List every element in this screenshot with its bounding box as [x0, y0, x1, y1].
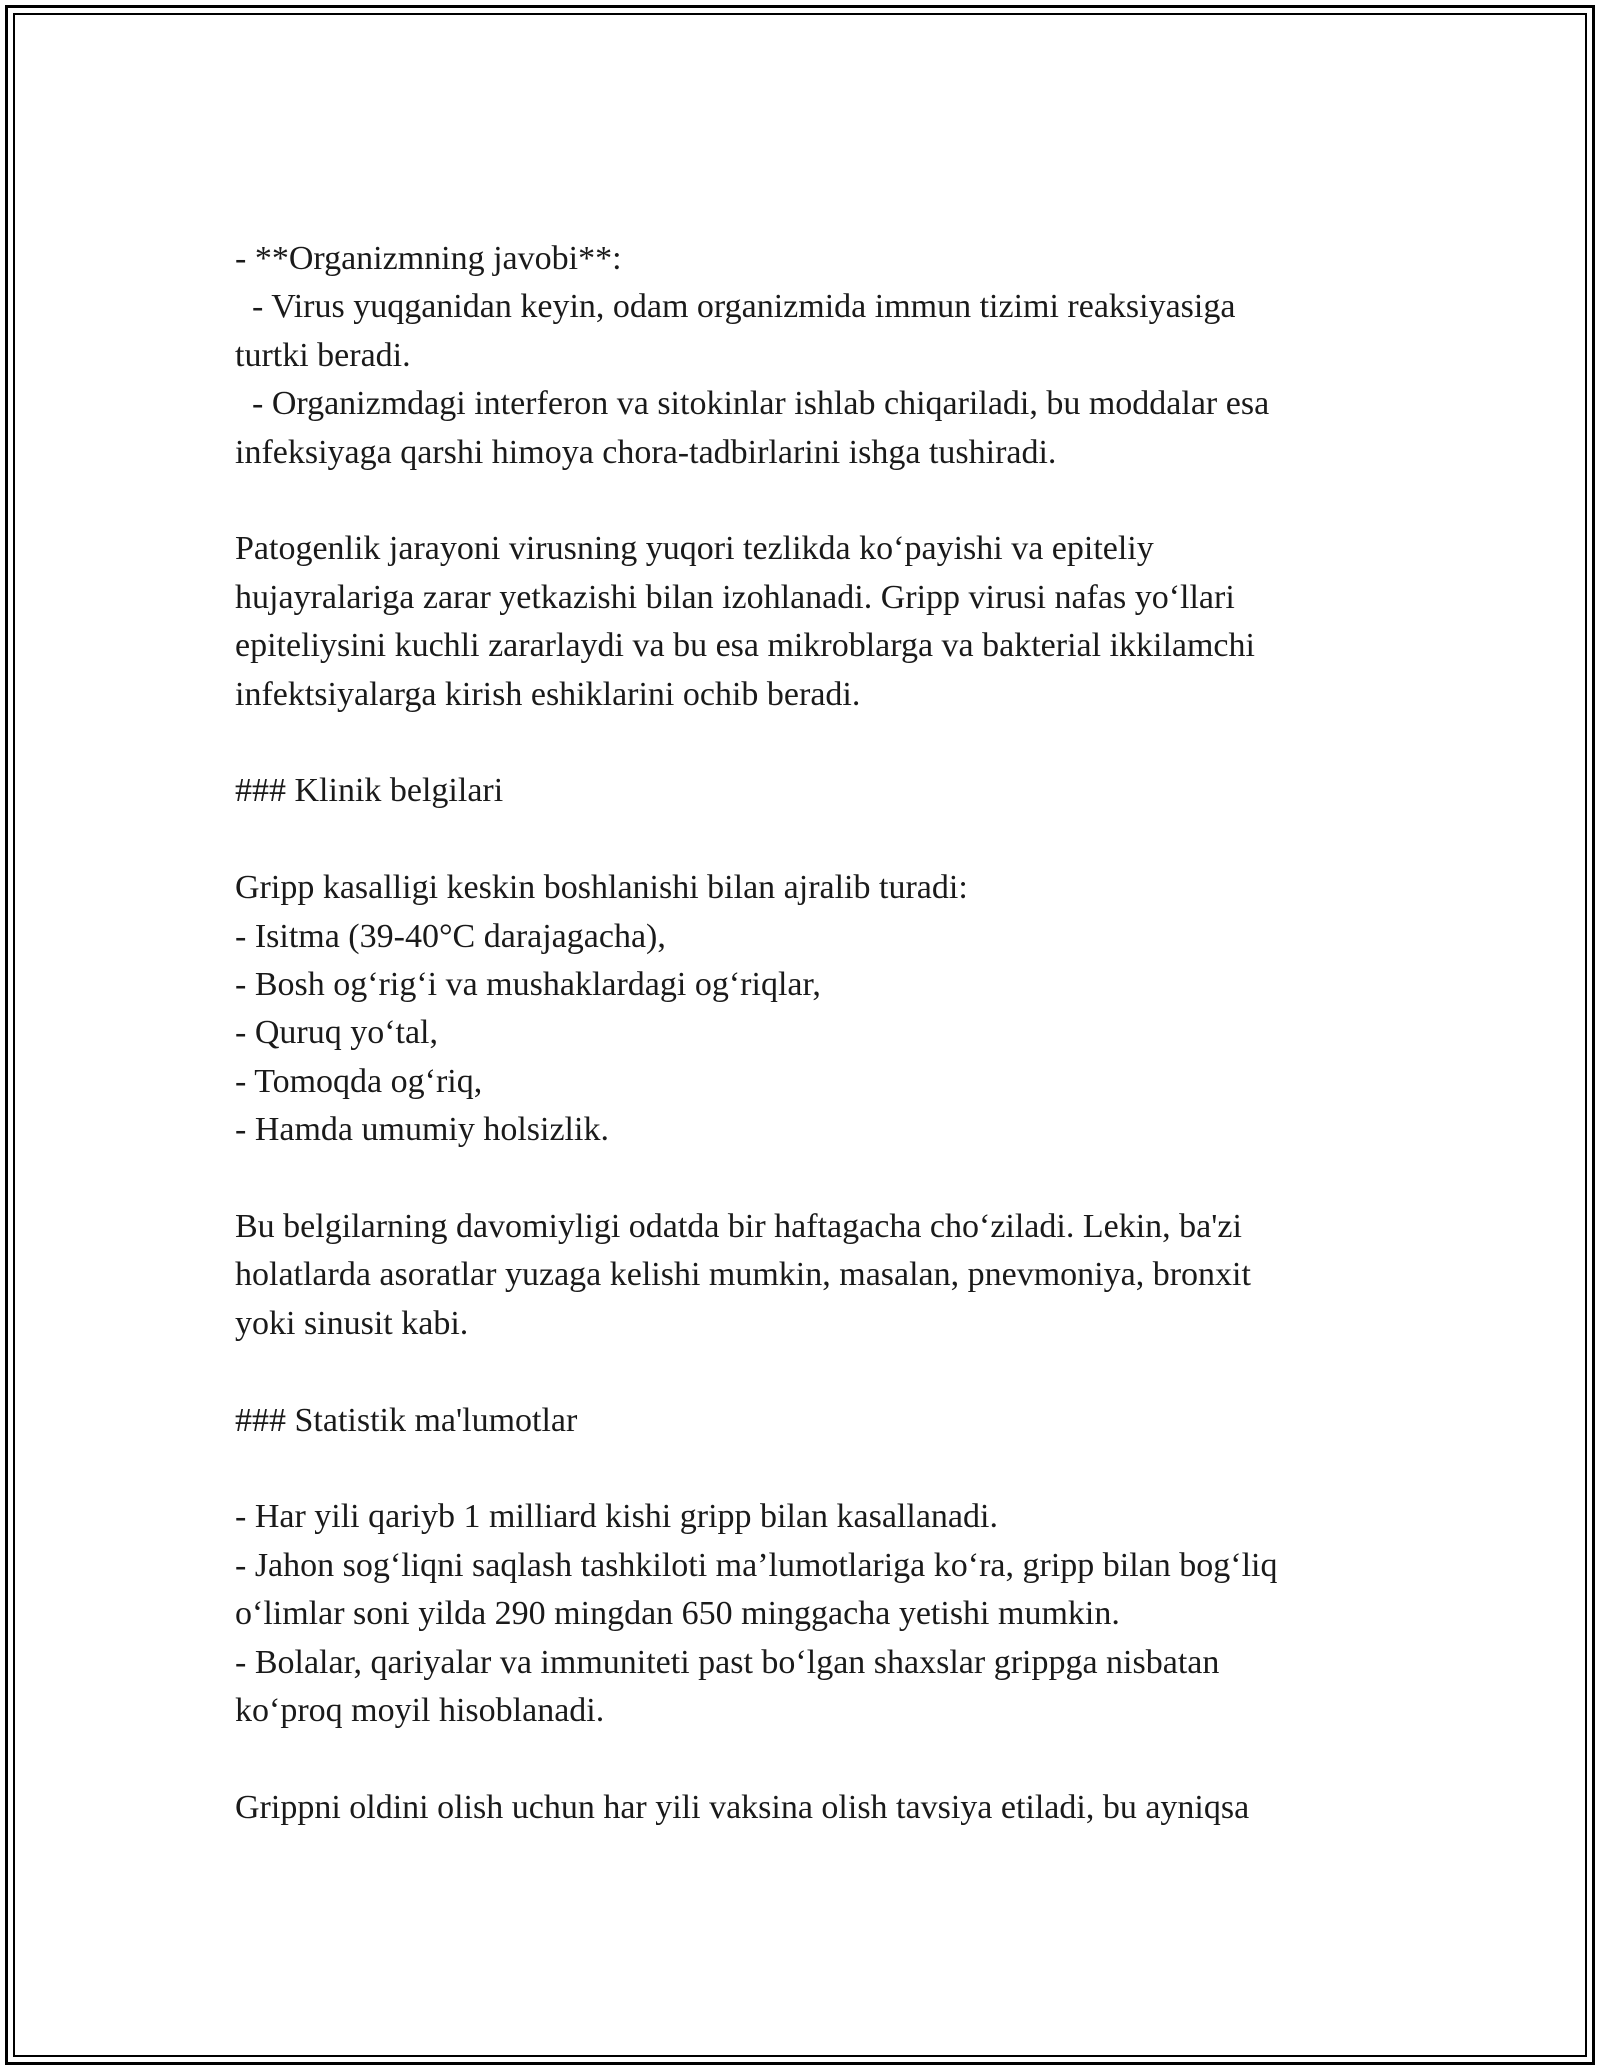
list-item: - Tomoqda og‘riq,: [235, 1062, 483, 1100]
text-line: epiteliysini kuchli zararlaydi va bu esa mikroblarga va bakterial ikkilamchi: [235, 627, 1255, 665]
text-line: ko‘proq moyil hisoblanadi.: [235, 1692, 605, 1730]
list-item: - Jahon sog‘liqni saqlash tashkiloti ma’lumotlariga ko‘ra, gripp bilan bog‘liq: [235, 1546, 1278, 1584]
text-line: Bu belgilarning davomiyligi odatda bir haftagacha cho‘ziladi. Lekin, ba'zi: [235, 1208, 1242, 1246]
list-item: - Isitma (39-40°C darajagacha),: [235, 917, 666, 955]
blank-line: [235, 1155, 1365, 1203]
blank-line: [235, 719, 1365, 767]
text-line: yoki sinusit kabi.: [235, 1304, 469, 1342]
section-heading: ### Klinik belgilari: [235, 772, 504, 810]
list-item: - Hamda umumiy holsizlik.: [235, 1111, 609, 1149]
text-line: - **Organizmning javobi**:: [235, 240, 622, 277]
document-body: [235, 235, 1365, 1832]
blank-line: [235, 477, 1365, 525]
list-item: - Har yili qariyb 1 milliard kishi gripp bilan kasallanadi.: [235, 1498, 998, 1536]
section-heading: ### Statistik ma'lumotlar: [235, 1401, 578, 1439]
text-line: hujayralariga zarar yetkazishi bilan izohlanadi. Gripp virusi nafas yo‘llari: [235, 578, 1235, 616]
text-line: Grippni oldini olish uchun har yili vaksina olish tavsiya etiladi, bu ayniqsa: [235, 1788, 1250, 1826]
text-line: infektsiyalarga kirish eshiklarini ochib beradi.: [235, 675, 861, 713]
list-item: - Bosh og‘rig‘i va mushaklardagi og‘riqlar,: [235, 966, 821, 1004]
blank-line: [235, 1348, 1365, 1396]
list-item: - Quruq yo‘tal,: [235, 1014, 439, 1052]
text-line: - Organizmdagi interferon va sitokinlar ishlab chiqariladi, bu moddalar esa: [235, 385, 1270, 423]
text-line: infeksiyaga qarshi himoya chora-tadbirlarini ishga tushiradi.: [235, 433, 1057, 471]
text-line: o‘limlar soni yilda 290 mingdan 650 minggacha yetishi mumkin.: [235, 1595, 1120, 1633]
text-line: Patogenlik jarayoni virusning yuqori tezlikda ko‘payishi va epiteliy: [235, 530, 1154, 568]
blank-line: [235, 816, 1365, 864]
blank-line: [235, 1445, 1365, 1493]
blank-line: [235, 1736, 1365, 1784]
text-line: holatlarda asoratlar yuzaga kelishi mumkin, masalan, pnevmoniya, bronxit: [235, 1256, 1251, 1294]
text-line: - Virus yuqganidan keyin, odam organizmida immun tizimi reaksiyasiga: [235, 288, 1236, 326]
text-line: turtki beradi.: [235, 336, 411, 374]
text-line: Gripp kasalligi keskin boshlanishi bilan ajralib turadi:: [235, 869, 968, 907]
list-item: - Bolalar, qariyalar va immuniteti past bo‘lgan shaxslar grippga nisbatan: [235, 1643, 1220, 1681]
